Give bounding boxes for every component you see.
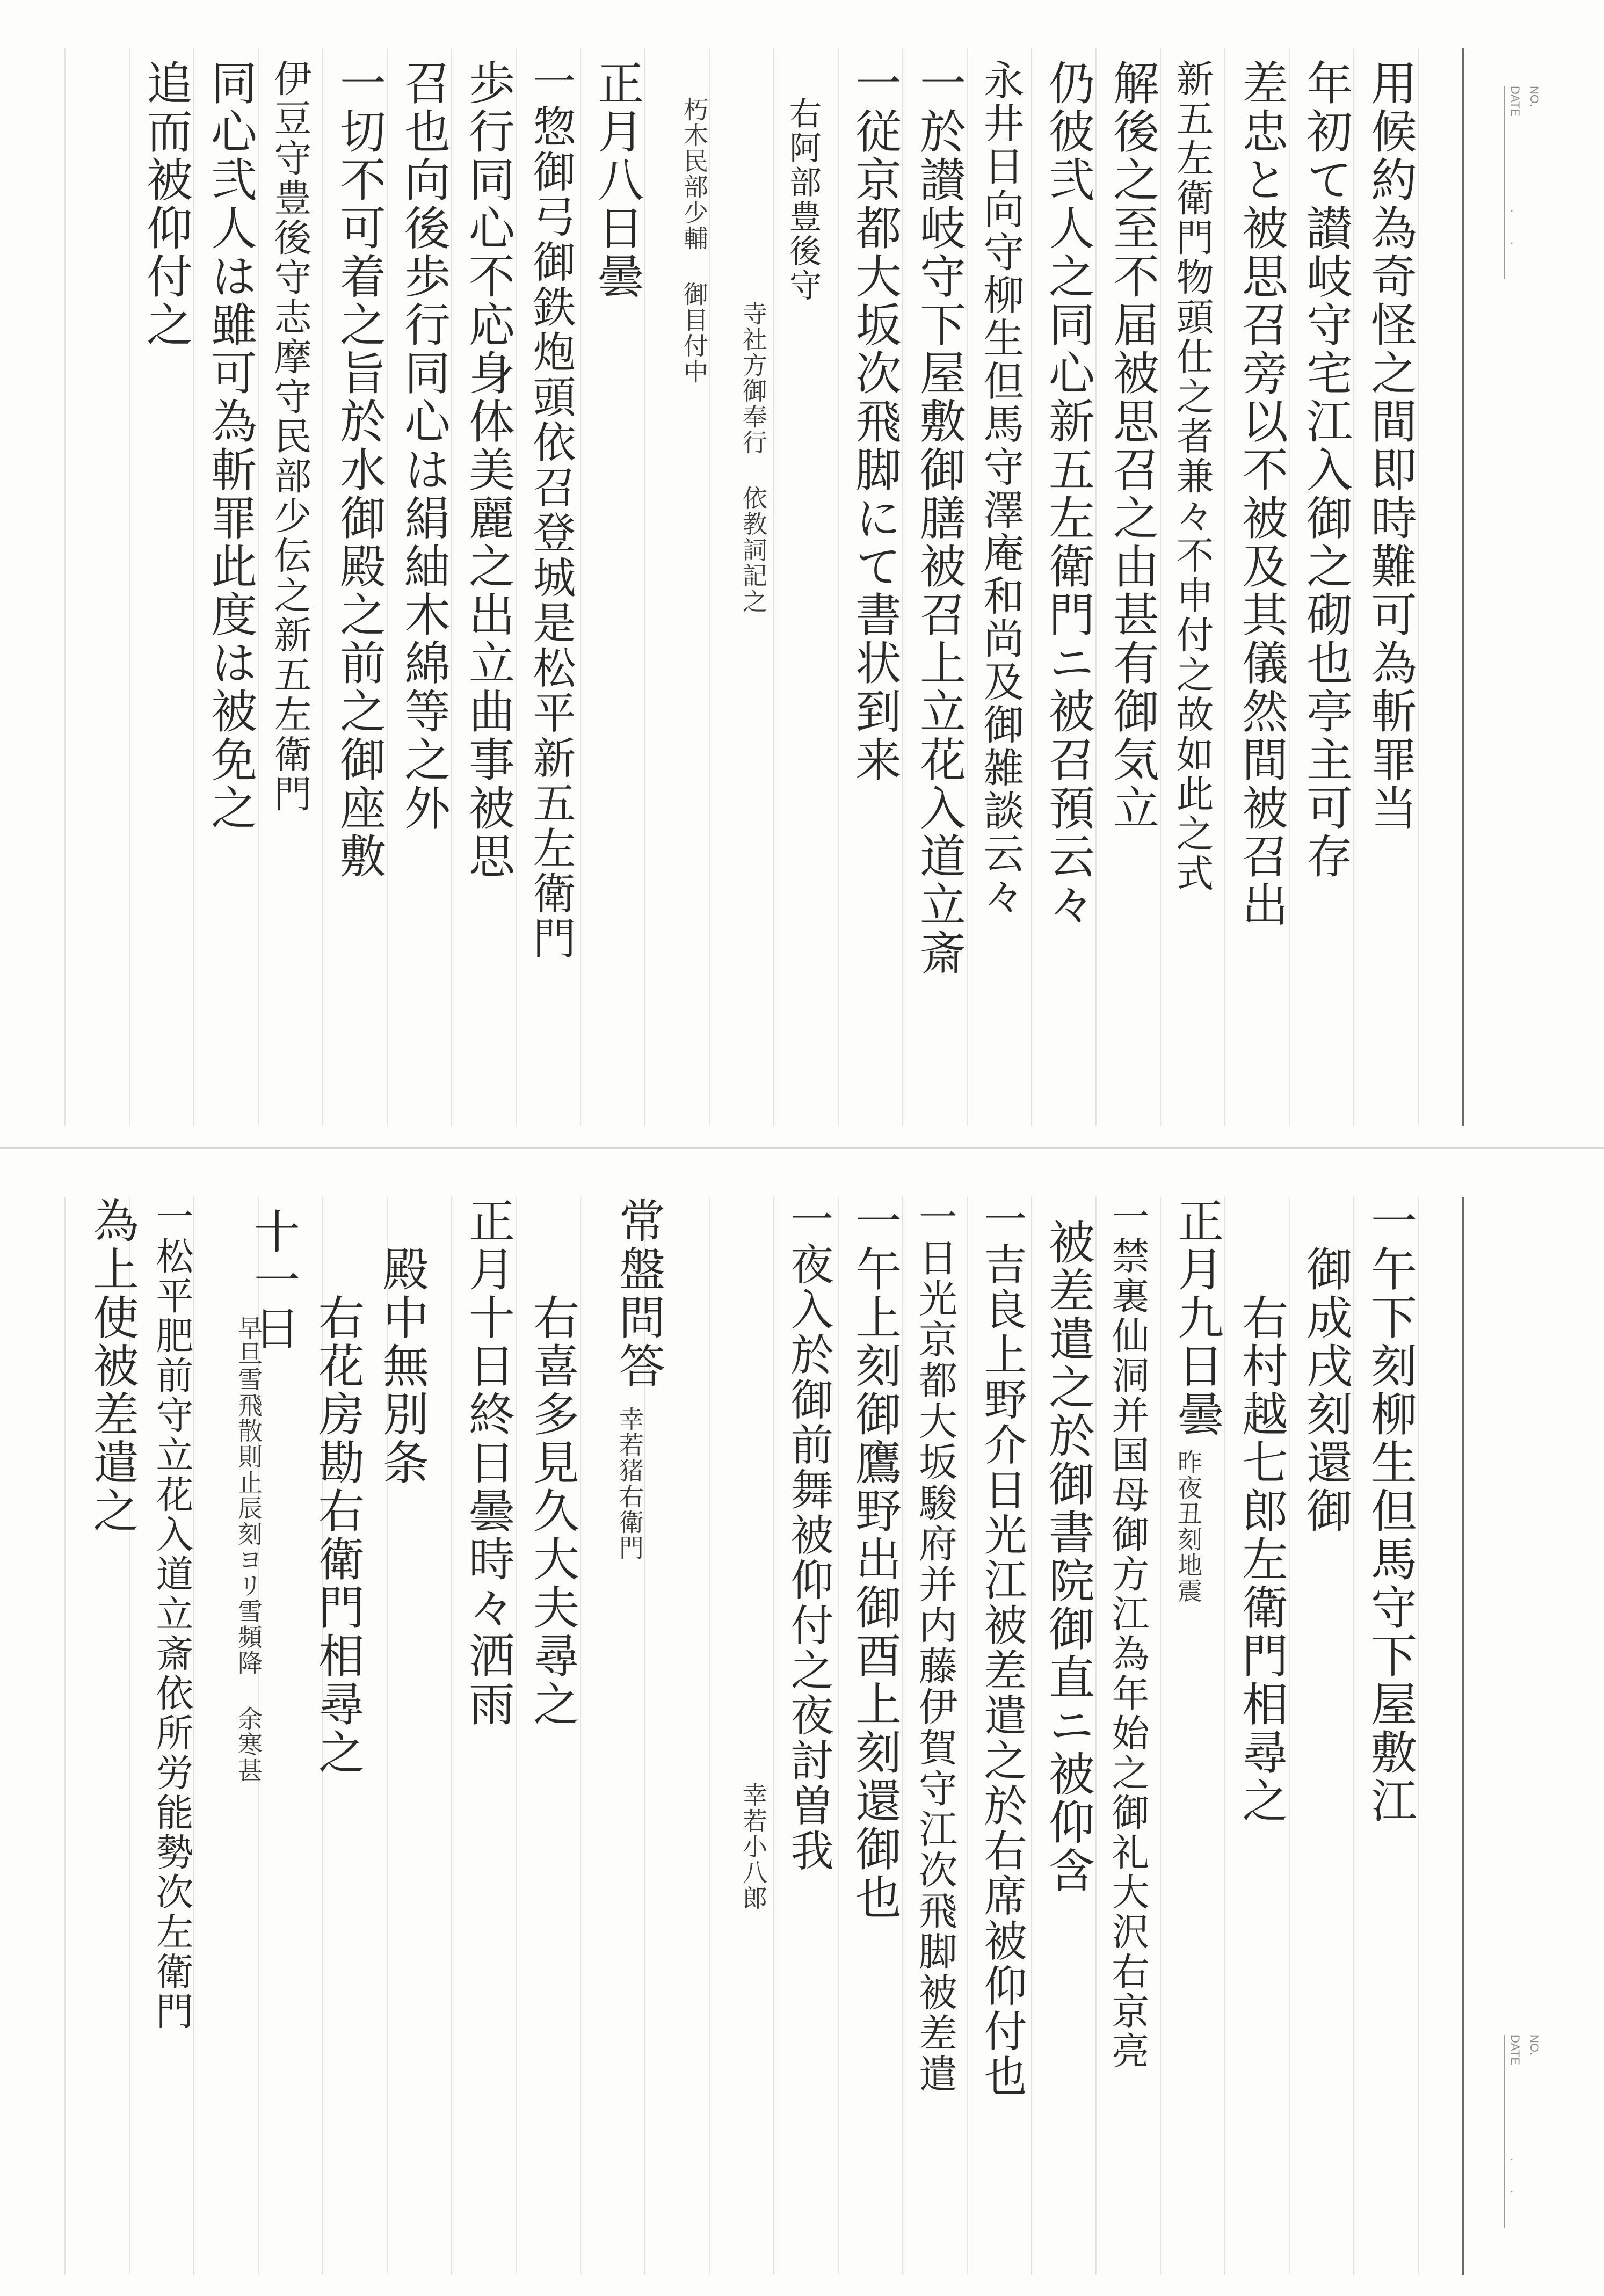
- notebook-page-bottom: [0, 1147, 1604, 2296]
- no-label: NO.: [1528, 2035, 1541, 2056]
- text-note-10: 幸若小八郎: [739, 1782, 768, 1911]
- text-line-11: 常盤問答: [611, 1197, 665, 1390]
- text-line-4: 正月九日曇: [1170, 1197, 1223, 1438]
- text-note-11: 朽木民部少輔 御目付中: [680, 97, 709, 384]
- text-line-9: 一午上刻御鷹野出御酉上刻還御也: [847, 1197, 901, 1922]
- text-line-4: 新五左衛門物頭仕之者兼々不申付之故如此之式: [1170, 59, 1214, 893]
- date-label: DATE: [1508, 86, 1522, 117]
- text-line-7: 永井日向守柳生但馬守澤庵和尚及御雑談云々: [977, 59, 1025, 918]
- text-line-5: 解後之至不届被思召之由甚有御気立: [1105, 59, 1159, 832]
- text-line-6: 被差遣之於御書院御直ニ被仰含: [1041, 1218, 1094, 1895]
- text-line-18: 同心弐人は雖可為斬罪此度は被免之: [203, 59, 257, 832]
- text-note-11: 幸若猪右衛門: [615, 1406, 644, 1561]
- date-label: DATE: [1508, 2035, 1522, 2066]
- text-line-18: 為上使被差遣之: [85, 1197, 139, 1535]
- text-line-1: 用候約為奇怪之間即時難可為斬罪当: [1363, 59, 1417, 832]
- text-line-5: 一禁裏仙洞并国母御方江為年始之御礼大沢右京亮: [1106, 1197, 1150, 2071]
- date-dots: . .: [1508, 2157, 1522, 2206]
- page-header-box: [1487, 2029, 1547, 2233]
- text-line-17: 一松平肥前守立花入道立斎依所労能勢次左衛門: [150, 1197, 194, 2031]
- text-line-14: 殿中無別条: [375, 1245, 429, 1487]
- text-line-16: 十一日: [246, 1208, 300, 1353]
- text-note-4: 昨夜丑刻地震: [1174, 1449, 1203, 1604]
- text-line-9: 一従京都大坂次飛脚にて書状到来: [847, 59, 901, 784]
- text-line-8: 一日光京都大坂駿府并内藤伊賀守江次飛脚被差遣: [912, 1197, 957, 2095]
- text-line-13: 正月十日終日曇時々洒雨: [461, 1197, 514, 1728]
- date-dots: . .: [1508, 209, 1522, 258]
- text-line-7: 一吉良上野介日光江被差遣之於右席被仰付也: [977, 1197, 1027, 2099]
- text-line-10: 一夜入於御前舞被仰付之夜討曽我: [783, 1197, 833, 1873]
- text-note-10: 寺社方御奉行 依教詞記之: [739, 301, 768, 614]
- text-line-14: 歩行同心不応身体美麗之出立曲事被思: [461, 59, 514, 881]
- text-line-12: 正月八日曇: [590, 59, 643, 301]
- text-line-6: 仍彼弐人之同心新五左衛門ニ被召預云々: [1041, 59, 1094, 929]
- text-line-2: 年初て讃岐守宅江入御之砌也亭主可存: [1298, 59, 1352, 881]
- text-line-1: 一午下刻柳生但馬守下屋敷江: [1363, 1197, 1417, 1825]
- text-line-3: 差忠と被思召旁以不被及其儀然間被召出: [1234, 59, 1288, 929]
- date-underline: [1504, 86, 1505, 279]
- text-line-10: 右阿部豊後守: [784, 97, 822, 303]
- text-line-15: 召也向後歩行同心は絹紬木綿等之外: [396, 59, 450, 832]
- text-line-16: 一切不可着之旨於水御殿之前之御座敷: [332, 59, 386, 881]
- text-line-8: 一於讃岐守下屋敷御膳被召上立花入道立斎: [912, 59, 966, 977]
- margin-rule: [1462, 48, 1464, 1126]
- text-line-17: 伊豆守豊後守志摩守民部少伝之新五左衛門: [268, 59, 312, 814]
- text-line-19: 追而被仰付之: [139, 59, 192, 349]
- text-line-2: 御成戌刻還御: [1298, 1245, 1352, 1535]
- text-line-12: 右喜多見久大夫尋之: [525, 1294, 579, 1728]
- text-note-16: 早旦雪飛散則止辰刻ヨリ雪頻降 余寒甚: [234, 1315, 263, 1783]
- date-underline: [1504, 2035, 1505, 2228]
- notebook-page-top: [0, 0, 1604, 1147]
- page-header-box: [1487, 81, 1547, 285]
- text-line-3: 右村越七郎左衛門相尋之: [1234, 1294, 1288, 1825]
- no-label: NO.: [1528, 86, 1541, 107]
- text-line-15: 右花房勘右衛門相尋之: [310, 1294, 364, 1777]
- margin-rule: [1462, 1197, 1464, 2275]
- text-line-13: 一惣御弓御鉄炮頭依召登城是松平新五左衛門: [526, 59, 576, 961]
